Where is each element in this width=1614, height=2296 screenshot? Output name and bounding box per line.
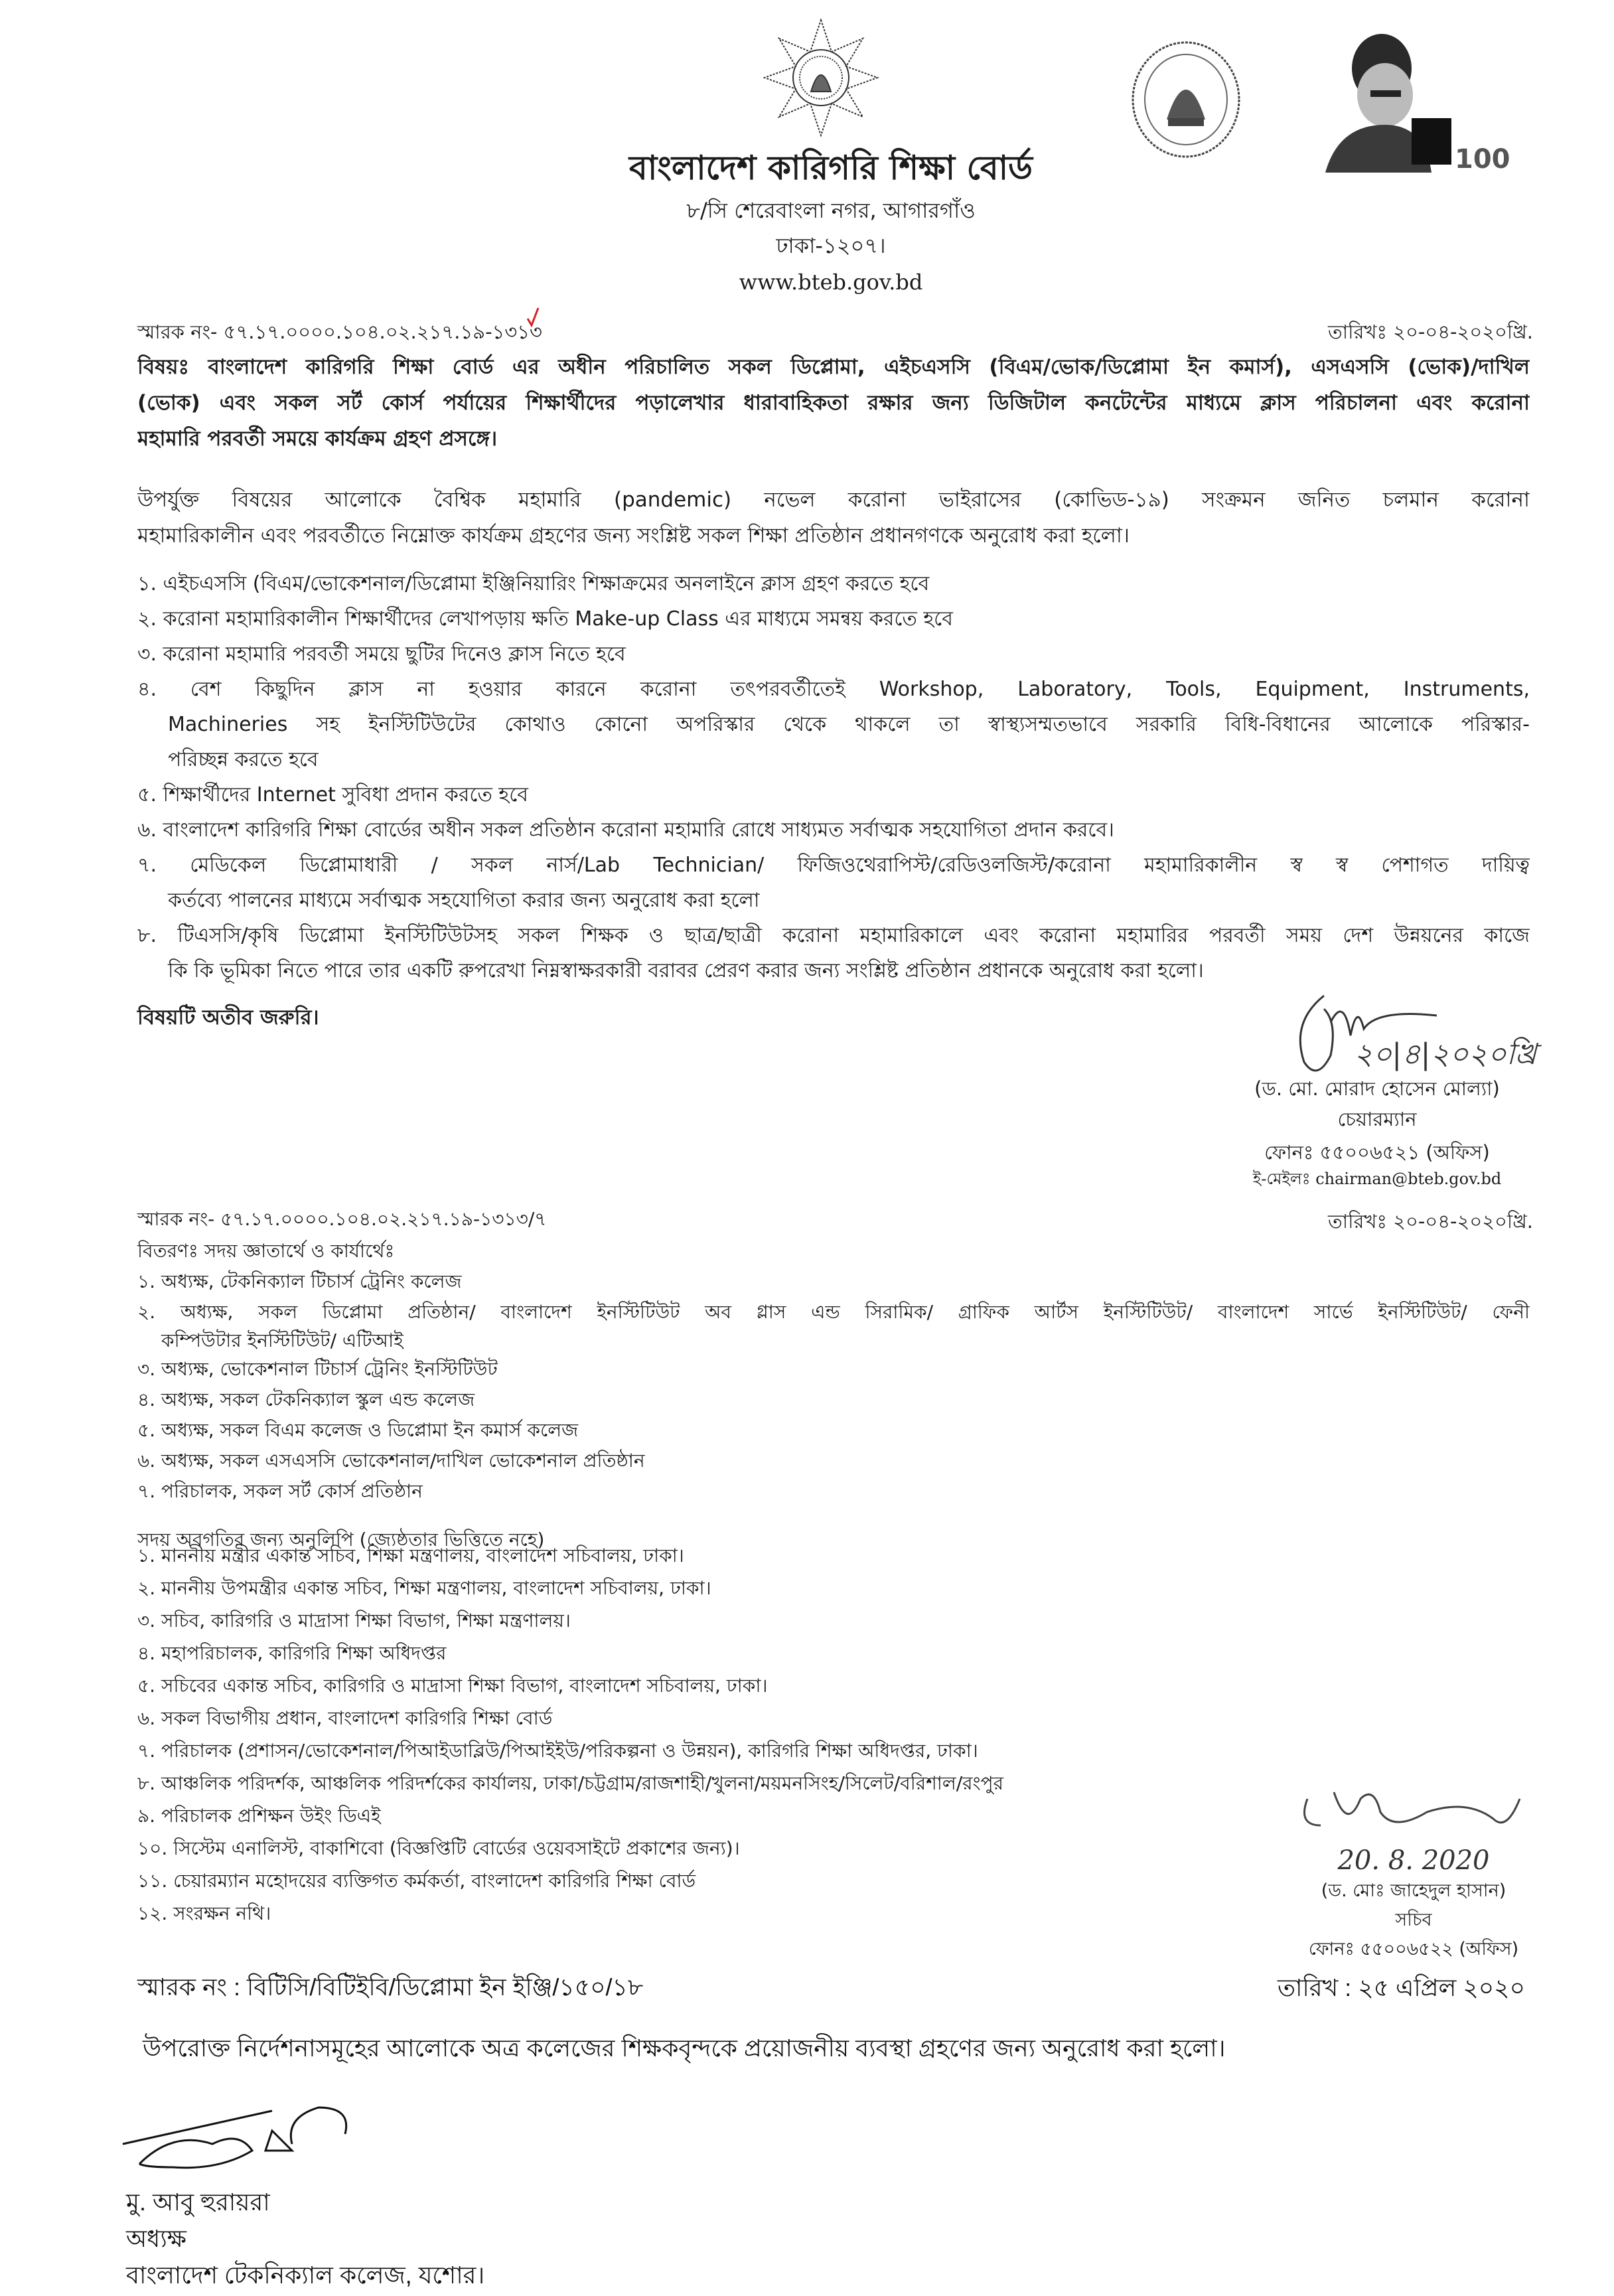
distribution-heading: বিতরণঃ সদয় জ্ঞাতার্থে ও কার্যার্থেঃ [137,1240,395,1262]
distribution-list [137,1236,1530,1507]
portrait-icon [1312,32,1524,173]
secretary-name: (ড. মোঃ জাহেদুল হাসান) [1321,1880,1506,1901]
distribution-item: ৭. পরিচালক, সকল সর্ট কোর্স প্রতিষ্ঠান [137,1480,423,1502]
memo-reference-2: স্মারক নং- ৫৭.১৭.০০০০.১০৪.০২.২১৭.১৯-১৩১৩/৭ [137,1208,547,1230]
college-forwarding-note: উপরোক্ত নির্দেশনাসমূহের আলোকে অত্র কলেজের শিক্ষকবৃন্দকে প্রয়োজনীয় ব্যবস্থা গ্রহণের জন্য অনুরোধ করা হলো। [143,2034,1226,2062]
secretary-signature [1294,1786,1533,1845]
chairman-block [1211,1073,1543,1190]
copy-item: ৮. আঞ্চলিক পরিদর্শক, আঞ্চলিক পরিদর্শকের কার্যালয়, ঢাকা/চট্টগ্রাম/রাজশাহী/খুলনা/ময়মনসিংহ/সিলেট/বরিশাল/রংপুর [137,1772,1004,1794]
directive-item-continued: Machineries সহ ইনস্টিটিউটের কোথাও কোনো অপরিস্কার থেকে থাকলে তা স্বাস্থ্যসম্মতভাবে সরকারি বিধি-বিধানের আলোকে পরিস্কার- [168,713,1530,736]
directive-item: ৫. শিক্ষার্থীদের Internet সুবিধা প্রদান করতে হবে [137,783,528,806]
secretary-designation: সচিব [1395,1910,1432,1930]
principal-designation: অধ্যক্ষ [126,2225,186,2252]
memo-reference: স্মারক নং- ৫৭.১৭.০০০০.১০৪.০২.২১৭.১৯-১৩১৩ [137,321,542,343]
copy-item: ১. মাননীয় মন্ত্রীর একান্ত সচিব, শিক্ষা মন্ত্রণালয়, বাংলাদেশ সচিবালয়, ঢাকা। [137,1545,684,1567]
copy-item: ১২. সংরক্ষন নথি। [137,1902,271,1924]
distribution-item: ৪. অধ্যক্ষ, সকল টেকনিক্যাল স্কুল এন্ড কলেজ [137,1389,475,1411]
copy-item: ৭. পরিচালক (প্রশাসন/ভোকেশনাল/পিআইডাব্লিউ/পিআইইউ/পরিকল্পনা ও উন্নয়ন), কারিগরি শিক্ষা অধিদপ্তর, ঢাকা। [137,1740,978,1762]
subject [137,349,1530,457]
emblem-icon [763,19,879,137]
directives-list [137,566,1530,988]
bteb-seal [1127,40,1245,159]
directive-item-continued: পরিচ্ছন্ন করতে হবে [168,748,319,771]
mujib-100-logo [1312,32,1524,173]
copy-item: ১১. চেয়ারম্যান মহোদয়ের ব্যক্তিগত কর্মকর্তা, বাংলাদেশ কারিগরি শিক্ষা বোর্ড [137,1870,696,1892]
principal-block [126,2184,484,2293]
distribution-item: ৩. অধ্যক্ষ, ভোকেশনাল টিচার্স ট্রেনিং ইনস্টিটিউট [137,1358,498,1380]
secretary-block [1281,1876,1546,1964]
chairman-signature-date: ২০|৪|২০২০খ্রি [1354,1037,1537,1071]
address-line-2: ঢাকা-১২০৭। [776,233,886,258]
subject-line: বিষয়ঃ বাংলাদেশ কারিগরি শিক্ষা বোর্ড এর অধীন পরিচালিত সকল ডিপ্লোমা, এইচএসসি (বিএম/ভোক/ডিপ্লোমা ইন কমার্স), এসএসসি (ভোক)/দাখিল [137,355,1530,379]
copy-item: ২. মাননীয় উপমন্ত্রীর একান্ত সচিব, শিক্ষা মন্ত্রণালয়, বাংলাদেশ সচিবালয়, ঢাকা। [137,1577,711,1599]
copies-heading: সদয় অবগতির জন্য অনুলিপি (জ্যেষ্ঠতার ভিত্তিতে নহে) [137,1529,545,1551]
directive-item: ১. এইচএসসি (বিএম/ভোকেশনাল/ডিপ্লোমা ইঞ্জিনিয়ারিং শিক্ষাক্রমের অনলাইনে ক্লাস গ্রহণ করতে হবে [137,572,930,595]
directive-item: ২. করোনা মহামারিকালীন শিক্ষার্থীদের লেখাপড়ায় ক্ষতি Make-up Class এর মাধ্যমে সমন্বয় করতে হবে [137,607,953,631]
distribution-item: ৬. অধ্যক্ষ, সকল এসএসসি ভোকেশনাল/দাখিল ভোকেশনাল প্রতিষ্ঠান [137,1450,645,1472]
red-check-mark-icon [526,307,540,328]
body-paragraph [137,482,1530,554]
seal-icon [1127,40,1245,159]
directive-item: ৬. বাংলাদেশ কারিগরি শিক্ষা বোর্ডের অধীন সকল প্রতিষ্ঠান করোনা মহামারি রোধে সাধ্যমত সর্বাত্মক সহযোগিতা প্রদান করবে। [137,818,1114,842]
copy-item: ৬. সকল বিভাগীয় প্রধান, বাংলাদেশ কারিগরি শিক্ষা বোর্ড [137,1707,553,1729]
principal-signature [119,2104,372,2177]
principal-institution: বাংলাদেশ টেকনিক্যাল কলেজ, যশোর। [126,2261,485,2289]
copy-item: ৩. সচিব, কারিগরি ও মাদ্রাসা শিক্ষা বিভাগ, শিক্ষা মন্ত্রণালয়। [137,1610,571,1632]
directive-item-continued: কর্তব্যে পালনের মাধ্যমে সর্বাত্মক সহযোগিতা করার জন্য অনুরোধ করা হলো [168,889,760,912]
organization-title: বাংলাদেশ কারিগরি শিক্ষা বোর্ড [629,149,1033,187]
address-line-1: ৮/সি শেরেবাংলা নগর, আগারগাঁও [686,198,976,223]
directive-item: ৩. করোনা মহামারি পরবর্তী সময়ে ছুটির দিনেও ক্লাস নিতে হবে [137,643,626,666]
government-emblem [763,19,879,137]
subject-line: মহামারি পরবর্তী সময়ে কার্যক্রম গ্রহণ প্রসঙ্গে। [137,427,498,451]
paragraph-line: মহামারিকালীন এবং পরবর্তীতে নিম্নোক্ত কার্যক্রম গ্রহণের জন্য সংশ্লিষ্ট সকল শিক্ষা প্রতিষ্ঠান প্রধানগণকে অনুরোধ করা হলো। [137,524,1130,548]
copy-item: ৪. মহাপরিচালক, কারিগরি শিক্ষা অধিদপ্তর [137,1642,447,1664]
copy-item: ৫. সচিবের একান্ত সচিব, কারিগরি ও মাদ্রাসা শিক্ষা বিভাগ, বাংলাদেশ সচিবালয়, ঢাকা। [137,1675,768,1697]
distribution-item: ৫. অধ্যক্ষ, সকল বিএম কলেজ ও ডিপ্লোমা ইন কমার্স কলেজ [137,1419,579,1441]
college-memo-date: তারিখ : ২৫ এপ্রিল ২০২০ [1278,1974,1525,2001]
distribution-item-continued: কম্পিউটার ইনস্টিটিউট/ এটিআই [161,1330,404,1351]
distribution-item: ২. অধ্যক্ষ, সকল ডিপ্লোমা প্রতিষ্ঠান/ বাংলাদেশ ইনস্টিটিউট অব গ্লাস এন্ড সিরামিক/ গ্রাফিক আর্টস ইনস্টিটিউট/ বাংলাদেশ সার্ভে ইনস্টিটিউট/ ফেনী [137,1301,1530,1323]
chairman-name: (ড. মো. মোরাদ হোসেন মোল্যা) [1254,1077,1500,1100]
directive-item-continued: কি কি ভূমিকা নিতে পারে তার একটি রুপরেখা নিম্নস্বাক্ষরকারী বরাবর প্রেরণ করার জন্য সংশ্লিষ্ট প্রতিষ্ঠান প্রধানকে অনুরোধ করা হলো। [168,959,1204,982]
distribution-item: ১. অধ্যক্ষ, টেকনিক্যাল টিচার্স ট্রেনিং কলেজ [137,1270,462,1292]
urgent-note: বিষয়টি অতীব জরুরি। [137,1006,319,1030]
copy-item: ১০. সিস্টেম এনালিস্ট, বাকাশিবো (বিজ্ঞপ্তিটি বোর্ডের ওয়েবসাইটে প্রকাশের জন্য)। [137,1837,740,1859]
principal-name: মু. আবু হুরায়রা [126,2188,270,2216]
directive-item: ৮. টিএসসি/কৃষি ডিপ্লোমা ইনস্টিটিউটসহ সকল শিক্ষক ও ছাত্র/ছাত্রী করোনা মহামারিকালে এবং করোনা মহামারির পরবর্তী সময় দেশ উন্নয়নের কাজে [137,924,1530,947]
directive-item: ৪. বেশ কিছুদিন ক্লাস না হওয়ার কারনে করোনা তৎপরবর্তীতেই Workshop, Laboratory, Tools, Equipment, Instruments, [137,678,1530,701]
subject-line: (ভোক) এবং সকল সর্ট কোর্স পর্যায়ের শিক্ষার্থীদের পড়ালেখার ধারাবাহিকতা রক্ষার জন্য ডিজিটাল কনটেন্টের মাধ্যমে ক্লাস পরিচালনা এবং করোনা [137,391,1530,415]
chairman-phone: ফোনঃ ৫৫০০৬৫২১ (অফিস) [1264,1141,1490,1164]
chairman-email[interactable]: ই-মেইলঃ chairman@bteb.gov.bd [1252,1170,1502,1188]
chairman-designation: চেয়ারম্যান [1337,1108,1417,1130]
svg-text:100: 100 [1455,144,1510,173]
memo-date-2: তারিখঃ ২০-০৪-২০২০খ্রি. [1328,1210,1533,1233]
memo-date: তারিখঃ ২০-০৪-২০২০খ্রি. [1328,321,1533,343]
directive-item: ৭. মেডিকেল ডিপ্লোমাধারী / সকল নার্স/Lab Technician/ ফিজিওথেরাপিস্ট/রেডিওলজিস্ট/করোনা মহামারিকালীন স্ব স্ব পেশাগত দায়িত্ব [137,854,1530,877]
paragraph-line: উপর্যুক্ত বিষয়ের আলোকে বৈশ্বিক মহামারি (pandemic) নভেল করোনা ভাইরাসের (কোভিড-১৯) সংক্রমন জনিত চলমান করোনা [137,488,1530,512]
secretary-signature-date: 20. 8. 2020 [1337,1845,1490,1876]
copy-item: ৯. পরিচালক প্রশিক্ষন উইং ডিএই [137,1805,381,1827]
website-link[interactable]: www.bteb.gov.bd [739,269,923,295]
secretary-phone: ফোনঃ ৫৫০০৬৫২২ (অফিস) [1308,1939,1519,1959]
college-memo-reference: স্মারক নং : বিটিসি/বিটিইবি/ডিপ্লোমা ইন ইঞ্জি/১৫০/১৮ [137,1973,644,2001]
